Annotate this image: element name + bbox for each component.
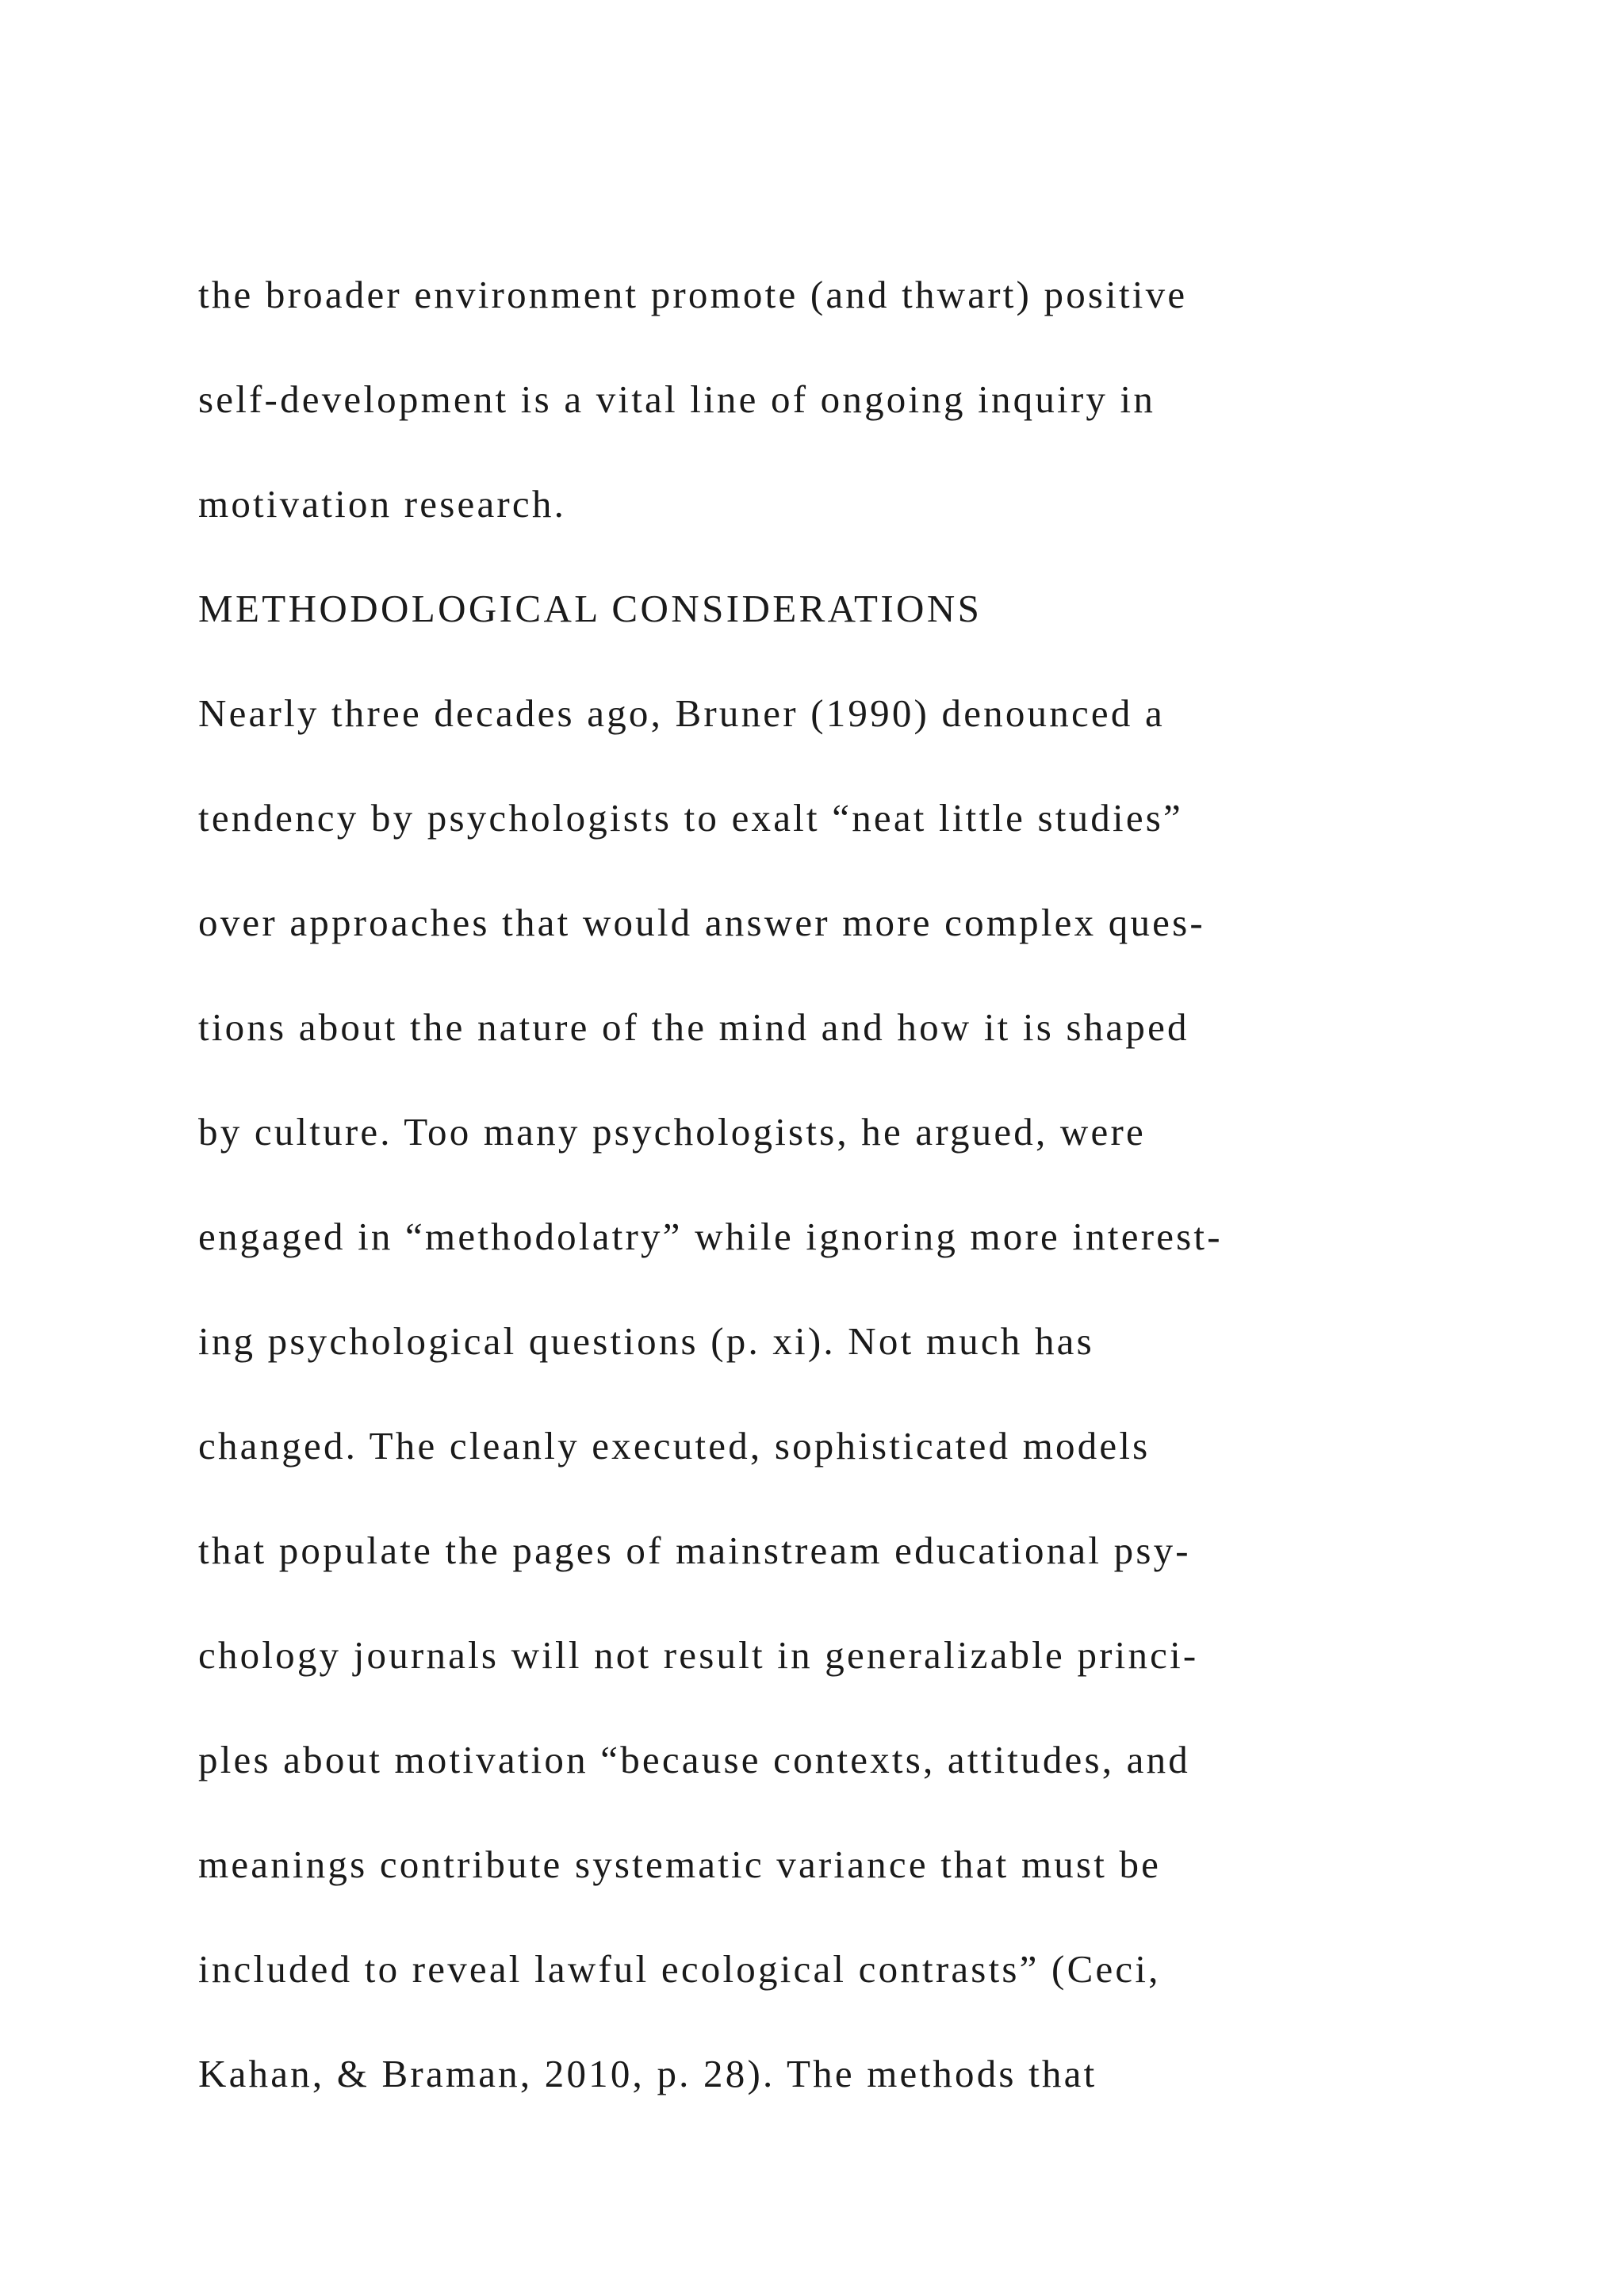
text-line: Kahan, & Braman, 2010, p. 28). The methods that xyxy=(198,2052,1097,2095)
text-line: included to reveal lawful ecological contrasts” (Ceci, xyxy=(198,1947,1161,1991)
text-line: engaged in “methodolatry” while ignoring more interest- xyxy=(198,1215,1223,1258)
section-heading: METHODOLOGICAL CONSIDERATIONS xyxy=(198,587,982,630)
body-text xyxy=(198,243,1546,2126)
text-line: changed. The cleanly executed, sophisticated models xyxy=(198,1424,1151,1468)
text-line: ing psychological questions (p. xi). Not much has xyxy=(198,1319,1094,1363)
text-line: over approaches that would answer more complex ques- xyxy=(198,901,1205,944)
text-line: by culture. Too many psychologists, he argued, were xyxy=(198,1110,1146,1154)
text-line: ples about motivation “because contexts, attitudes, and xyxy=(198,1738,1190,1781)
text-line: tions about the nature of the mind and how it is shaped xyxy=(198,1005,1189,1049)
text-line: motivation research. xyxy=(198,482,567,526)
text-line: chology journals will not result in generalizable princi- xyxy=(198,1633,1199,1677)
text-line: self-development is a vital line of ongoing inquiry in xyxy=(198,377,1156,421)
text-line: meanings contribute systematic variance that must be xyxy=(198,1843,1162,1886)
text-line: the broader environment promote (and thwart) positive xyxy=(198,273,1188,316)
text-line: tendency by psychologists to exalt “neat little studies” xyxy=(198,796,1183,840)
text-line: that populate the pages of mainstream educational psy- xyxy=(198,1529,1191,1572)
text-line: Nearly three decades ago, Bruner (1990) denounced a xyxy=(198,691,1165,735)
